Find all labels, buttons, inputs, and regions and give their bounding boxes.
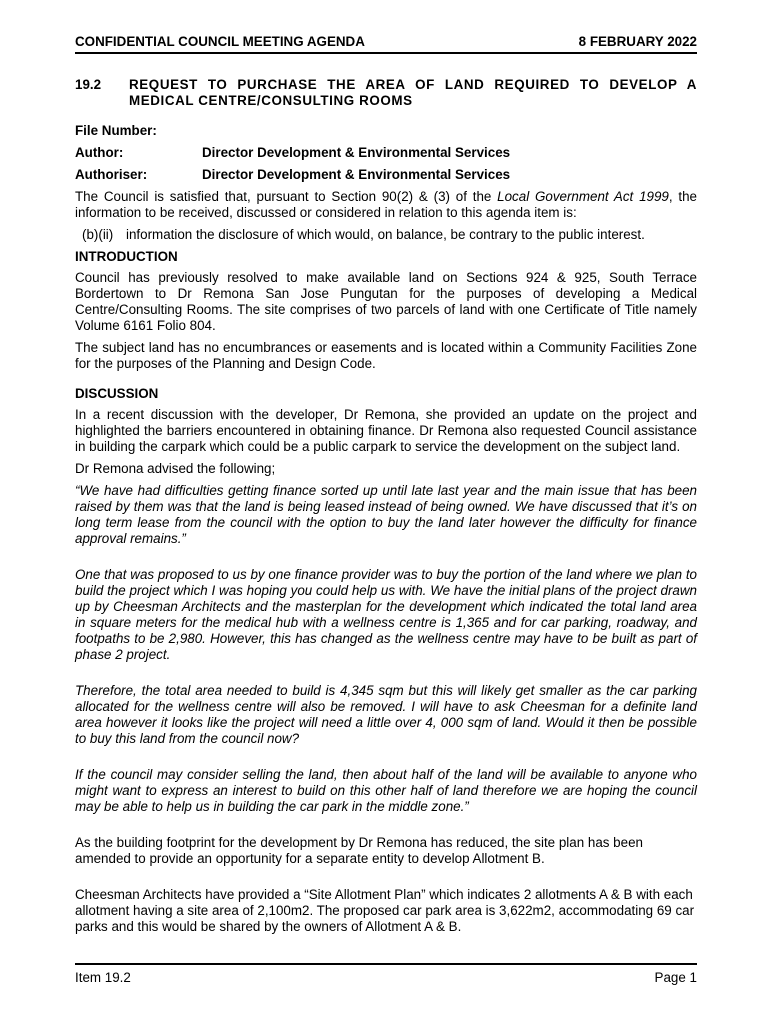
file-number-row — [75, 123, 697, 145]
introduction-paragraph: Council has previously resolved to make available land on Sections 924 & 925, South Terrace Bordertown to Dr Remona San Jose Pungutan for the purposes of developing a Medical Centre/Consulting Rooms. The site comprises of two parcels of land with one Certificate of Title namely Volume 6161 Folio 804. — [75, 270, 697, 333]
act-name: Local Government Act 1999 — [497, 189, 669, 204]
page-footer — [75, 963, 697, 985]
page-number: Page 1 — [654, 970, 697, 985]
item-metadata — [75, 123, 697, 189]
file-number-label: File Number: — [75, 123, 157, 138]
confidentiality-statement: The Council is satisfied that, pursuant to Section 90(2) & (3) of the Local Government Act 1999, the information to be received, discussed or considered in relation to this agenda item is: — [75, 189, 698, 220]
author-value: Director Development & Environmental Services — [202, 145, 511, 160]
discussion-heading: DISCUSSION — [75, 386, 159, 401]
author-label: Author: — [75, 145, 124, 160]
authoriser-value: Director Development & Environmental Services — [202, 167, 511, 182]
introduction-heading: INTRODUCTION — [75, 249, 178, 264]
document-page — [75, 34, 697, 935]
developer-quote: One that was proposed to us by one finance provider was to buy the portion of the land where we plan to build the project which I was hoping you could help us with. We have the initial plans of the project drawn up by Cheesman Architects and the masterplan for the development which indicated the total land area in square meters for the medical hub with a wellness centre is 1,365 and for car parking, roadway, and footpaths to be 2,980. However, this has changed as the wellness centre may have to be built as part of phase 2 project. — [75, 567, 697, 662]
clause-text: information the disclosure of which would, on balance, be contrary to the public interest. — [126, 227, 645, 242]
discussion-closing-paragraph: Cheesman Architects have provided a “Site Allotment Plan” which indicates 2 allotments A & B with each allotment having a site area of 2,100m2. The proposed car park area is 3,622m2, accommodating 69 car parks and this would be shared by the owners of Allotment A & B. — [75, 887, 695, 934]
header-title: CONFIDENTIAL COUNCIL MEETING AGENDA — [75, 34, 365, 49]
discussion-paragraph: Dr Remona advised the following; — [75, 461, 276, 476]
introduction-paragraph: The subject land has no encumbrances or easements and is located within a Community Facilities Zone for the purposes of the Planning and Design Code. — [75, 340, 697, 371]
clause-number: (b)(ii) — [82, 227, 114, 242]
confidentiality-clause — [75, 227, 697, 243]
authoriser-label: Authoriser: — [75, 167, 148, 182]
discussion-closing-paragraph: As the building footprint for the development by Dr Remona has reduced, the site plan has been amended to provide an opportunity for a separate entity to develop Allotment B. — [75, 835, 643, 866]
authoriser-row — [75, 167, 697, 189]
header-date: 8 FEBRUARY 2022 — [578, 34, 697, 49]
developer-quote: “We have had difficulties getting finance sorted up until late last year and the main issue that has been raised by them was that the land is being leased instead of being owned. We have discussed that it’s on long term lease from the council with the option to buy the land later however the difficulty for finance approval remains.” — [75, 483, 697, 546]
item-heading — [75, 77, 697, 109]
item-number: 19.2 — [75, 77, 102, 92]
developer-quote: If the council may consider selling the land, then about half of the land will be available to anyone who might want to express an interest to build on this other half of land therefore we are hoping the council may be able to help us in building the car park in the middle zone.” — [75, 767, 697, 814]
footer-item: Item 19.2 — [75, 970, 131, 985]
developer-quote: Therefore, the total area needed to build is 4,345 sqm but this will likely get smaller as the car parking allocated for the wellness centre will also be removed. I will have to ask Cheesman for a definite land area however it looks like the project will need a little over 4, 000 sqm of land. Would it then be possible to buy this land from the council now? — [75, 683, 697, 746]
author-row — [75, 145, 697, 167]
discussion-paragraph: In a recent discussion with the developer, Dr Remona, she provided an update on the project and highlighted the barriers encountered in obtaining finance. Dr Remona also requested Council assistance in building the carpark which could be a public carpark to service the development on the subject land. — [75, 407, 697, 454]
page-header — [75, 34, 697, 54]
item-title: REQUEST TO PURCHASE THE AREA OF LAND REQUIRED TO DEVELOP A MEDICAL CENTRE/CONSULTING ROOMS — [129, 77, 697, 108]
